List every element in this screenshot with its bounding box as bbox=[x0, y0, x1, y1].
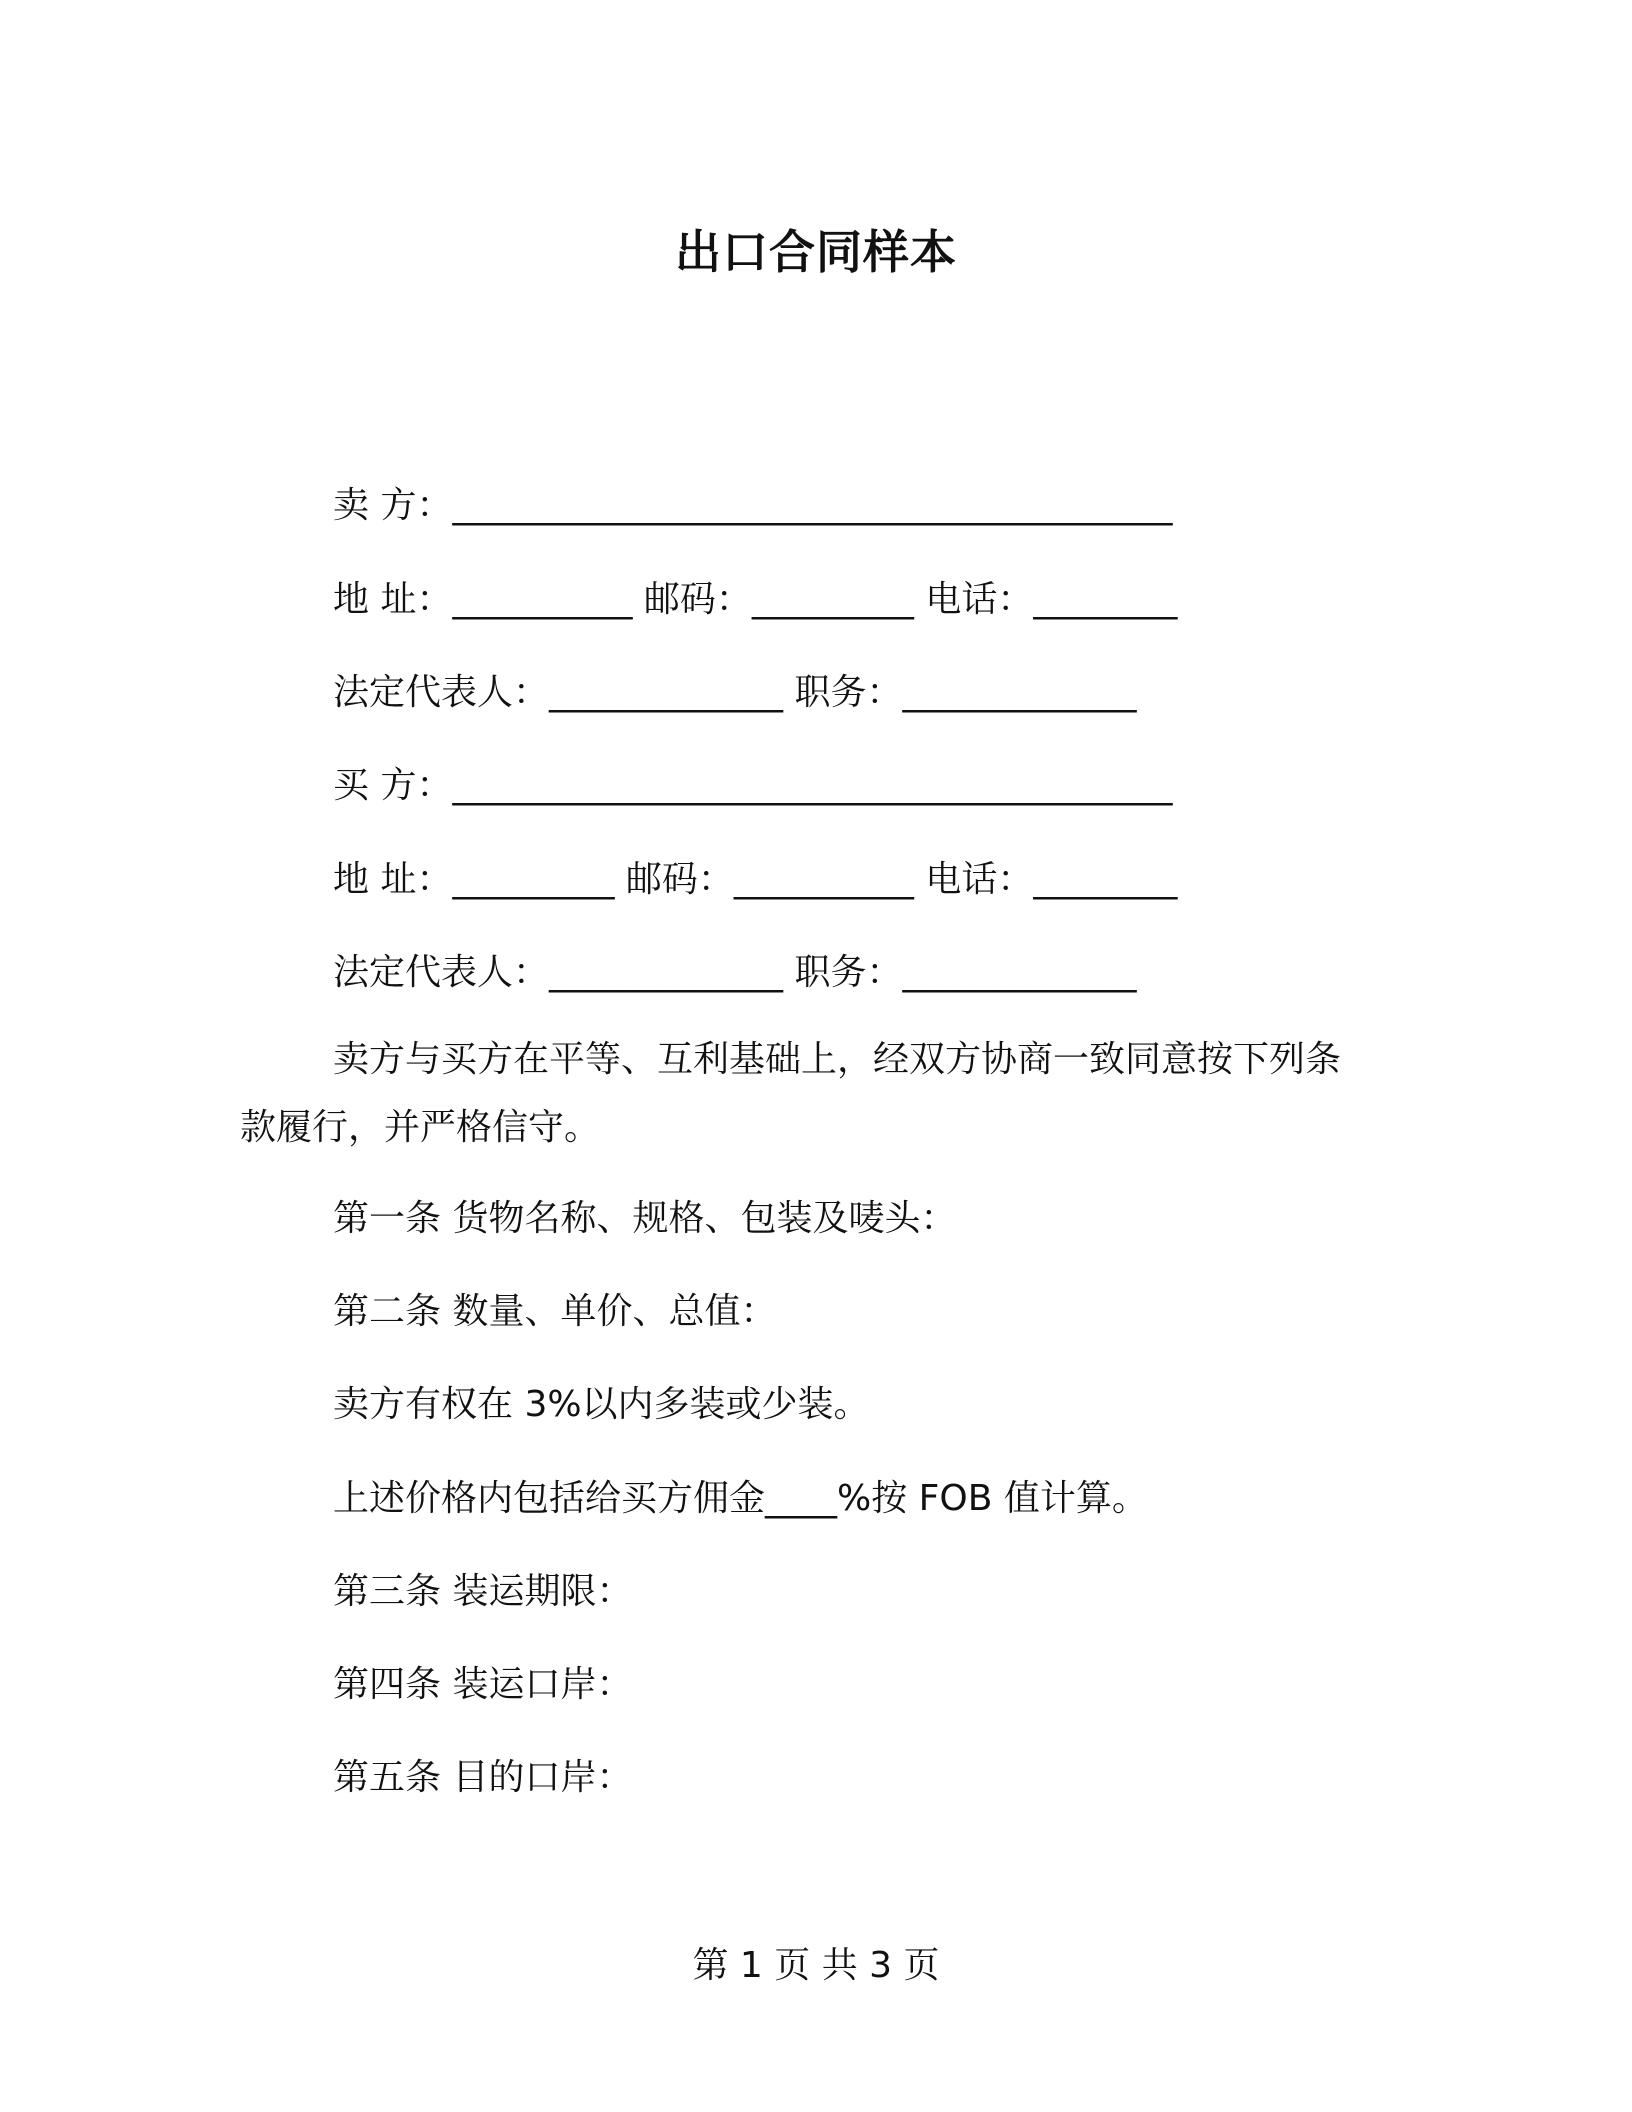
seller-address-line: 地 址：__________ 邮码：_________ 电话：________ bbox=[333, 579, 1178, 620]
article-2: 第二条 数量、单价、总值： bbox=[333, 1291, 777, 1332]
seller-line: 卖 方：________________________________________ bbox=[333, 485, 1173, 526]
buyer-representative-line: 法定代表人：_____________ 职务：_____________ bbox=[333, 952, 1137, 993]
seller-representative-line: 法定代表人：_____________ 职务：_____________ bbox=[333, 672, 1137, 713]
intro-paragraph bbox=[240, 1036, 1380, 1152]
buyer-address-line: 地 址：_________ 邮码：__________ 电话：________ bbox=[333, 859, 1178, 900]
intro-paragraph-row-2: 款履行，并严格信守。 bbox=[240, 1107, 601, 1148]
article-3: 第三条 装运期限： bbox=[333, 1571, 633, 1612]
intro-paragraph-row-1: 卖方与买方在平等、互利基础上，经双方协商一致同意按下列条 bbox=[333, 1039, 1342, 1080]
buyer-line: 买 方：________________________________________ bbox=[333, 765, 1173, 806]
document-title: 出口合同样本 bbox=[675, 225, 957, 279]
article-5: 第五条 目的口岸： bbox=[333, 1757, 633, 1798]
article-4: 第四条 装运口岸： bbox=[333, 1664, 633, 1705]
article-1: 第一条 货物名称、规格、包装及唛头： bbox=[333, 1198, 957, 1239]
page-number: 第 1 页 共 3 页 bbox=[692, 1945, 940, 1986]
tolerance-clause: 卖方有权在 3%以内多装或少装。 bbox=[333, 1384, 870, 1425]
commission-clause: 上述价格内包括给买方佣金____%按 FOB 值计算。 bbox=[333, 1478, 1148, 1519]
